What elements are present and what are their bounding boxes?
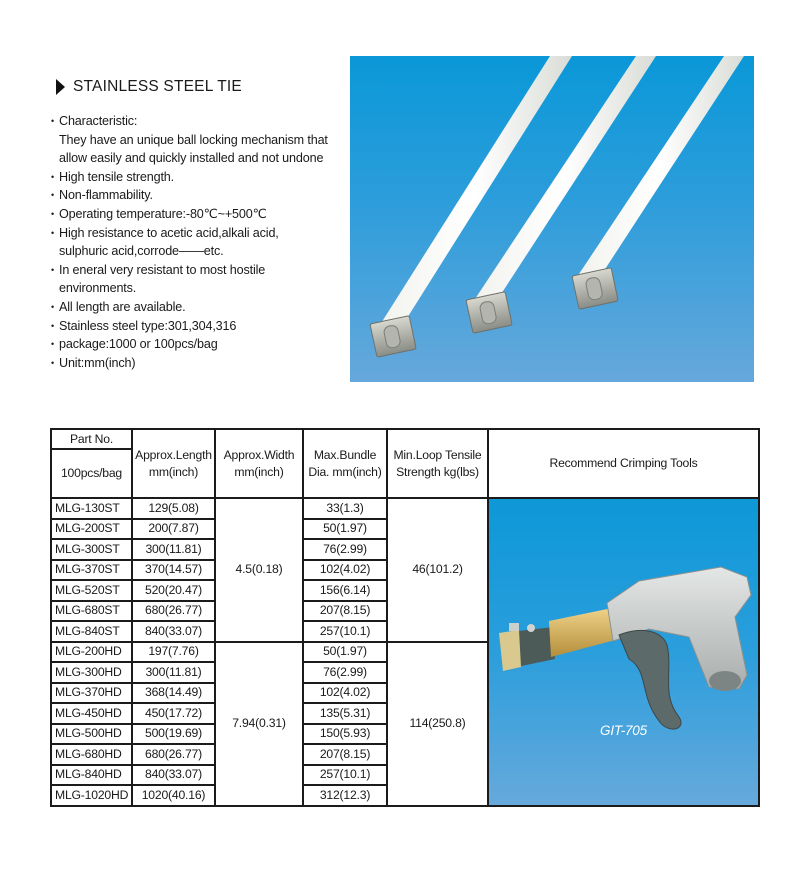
bullet-continuation: They have an unique ball locking mechanism that allow easily and quickly installed and not undone: [59, 132, 328, 166]
header-width: Approx.Width mm(inch): [215, 429, 303, 498]
part-number: MLG-500HD: [51, 724, 132, 745]
part-number: MLG-300ST: [51, 539, 132, 560]
bullet-item: • Stainless steel type:301,304,316: [52, 317, 344, 336]
header-bundle-dia: Max.Bundle Dia. mm(inch): [303, 429, 387, 498]
bullet-continuation: sulphuric acid,corrode——etc.: [59, 244, 224, 259]
length-cell: 1020(40.16): [132, 785, 215, 806]
part-number: MLG-300HD: [51, 662, 132, 683]
part-number: MLG-370HD: [51, 683, 132, 704]
part-number: MLG-450HD: [51, 703, 132, 724]
length-cell: 450(17.72): [132, 703, 215, 724]
width-cell: 4.5(0.18): [215, 498, 303, 642]
cable-ties-photo: [350, 56, 754, 382]
length-cell: 200(7.87): [132, 519, 215, 540]
bullet-item: • Unit:mm(inch): [52, 354, 344, 373]
tool-model-label: GIT-705: [600, 723, 647, 738]
length-cell: 300(11.81): [132, 539, 215, 560]
bundle-cell: 76(2.99): [303, 539, 387, 560]
part-number: MLG-840ST: [51, 621, 132, 642]
header-pack-qty: 100pcs/bag: [51, 449, 132, 498]
bullet-item: • In eneral very resistant to most hostile environments.: [52, 261, 344, 298]
bundle-cell: 50(1.97): [303, 519, 387, 540]
characteristics-list: [52, 112, 344, 372]
bullet-item: • Characteristic: They have an unique ball locking mechanism that allow easily and quickly installed and not undone: [52, 112, 344, 168]
bundle-cell: 33(1.3): [303, 498, 387, 519]
length-cell: 129(5.08): [132, 498, 215, 519]
bundle-cell: 207(8.15): [303, 744, 387, 765]
header-part-no: Part No.: [51, 429, 132, 449]
part-number: MLG-1020HD: [51, 785, 132, 806]
length-cell: 680(26.77): [132, 601, 215, 622]
part-number: MLG-840HD: [51, 765, 132, 786]
table-row: [51, 498, 759, 519]
part-number: MLG-130ST: [51, 498, 132, 519]
header-crimping-tools: Recommend Crimping Tools: [488, 429, 759, 498]
header-length: Approx.Length mm(inch): [132, 429, 215, 498]
triangle-right-icon: [56, 79, 65, 95]
length-cell: 680(26.77): [132, 744, 215, 765]
bullet-item: • Operating temperature:-80℃~+500℃: [52, 205, 344, 224]
bullet-item: • All length are available.: [52, 298, 344, 317]
cable-tie-illustration: [350, 56, 754, 382]
part-number: MLG-200HD: [51, 642, 132, 663]
bundle-cell: 156(6.14): [303, 580, 387, 601]
header-tensile-strength: Min.Loop Tensile Strength kg(lbs): [387, 429, 488, 498]
width-cell: 7.94(0.31): [215, 642, 303, 806]
part-number: MLG-200ST: [51, 519, 132, 540]
tensile-cell: 46(101.2): [387, 498, 488, 642]
bullet-item: • package:1000 or 100pcs/bag: [52, 335, 344, 354]
tensioning-gun-icon: [489, 499, 759, 806]
bundle-cell: 102(4.02): [303, 560, 387, 581]
length-cell: 300(11.81): [132, 662, 215, 683]
bundle-cell: 150(5.93): [303, 724, 387, 745]
specification-table: [50, 428, 760, 807]
bundle-cell: 135(5.31): [303, 703, 387, 724]
bundle-cell: 257(10.1): [303, 765, 387, 786]
length-cell: 500(19.69): [132, 724, 215, 745]
length-cell: 520(20.47): [132, 580, 215, 601]
part-number: MLG-370ST: [51, 560, 132, 581]
section-heading: [56, 78, 242, 96]
length-cell: 840(33.07): [132, 621, 215, 642]
crimping-tool-photo: [488, 498, 759, 806]
length-cell: 197(7.76): [132, 642, 215, 663]
bundle-cell: 207(8.15): [303, 601, 387, 622]
length-cell: 368(14.49): [132, 683, 215, 704]
length-cell: 840(33.07): [132, 765, 215, 786]
part-number: MLG-520ST: [51, 580, 132, 601]
bullet-item: • Non-flammability.: [52, 186, 344, 205]
bullet-continuation: environments.: [59, 281, 137, 296]
bundle-cell: 257(10.1): [303, 621, 387, 642]
bundle-cell: 102(4.02): [303, 683, 387, 704]
bundle-cell: 312(12.3): [303, 785, 387, 806]
part-number: MLG-680HD: [51, 744, 132, 765]
bundle-cell: 50(1.97): [303, 642, 387, 663]
length-cell: 370(14.57): [132, 560, 215, 581]
part-number: MLG-680ST: [51, 601, 132, 622]
bullet-item: • High tensile strength.: [52, 168, 344, 187]
bullet-item: • High resistance to acetic acid,alkali acid, sulphuric acid,corrode——etc.: [52, 224, 344, 261]
section-title: STAINLESS STEEL TIE: [73, 78, 242, 95]
bundle-cell: 76(2.99): [303, 662, 387, 683]
tensile-cell: 114(250.8): [387, 642, 488, 806]
